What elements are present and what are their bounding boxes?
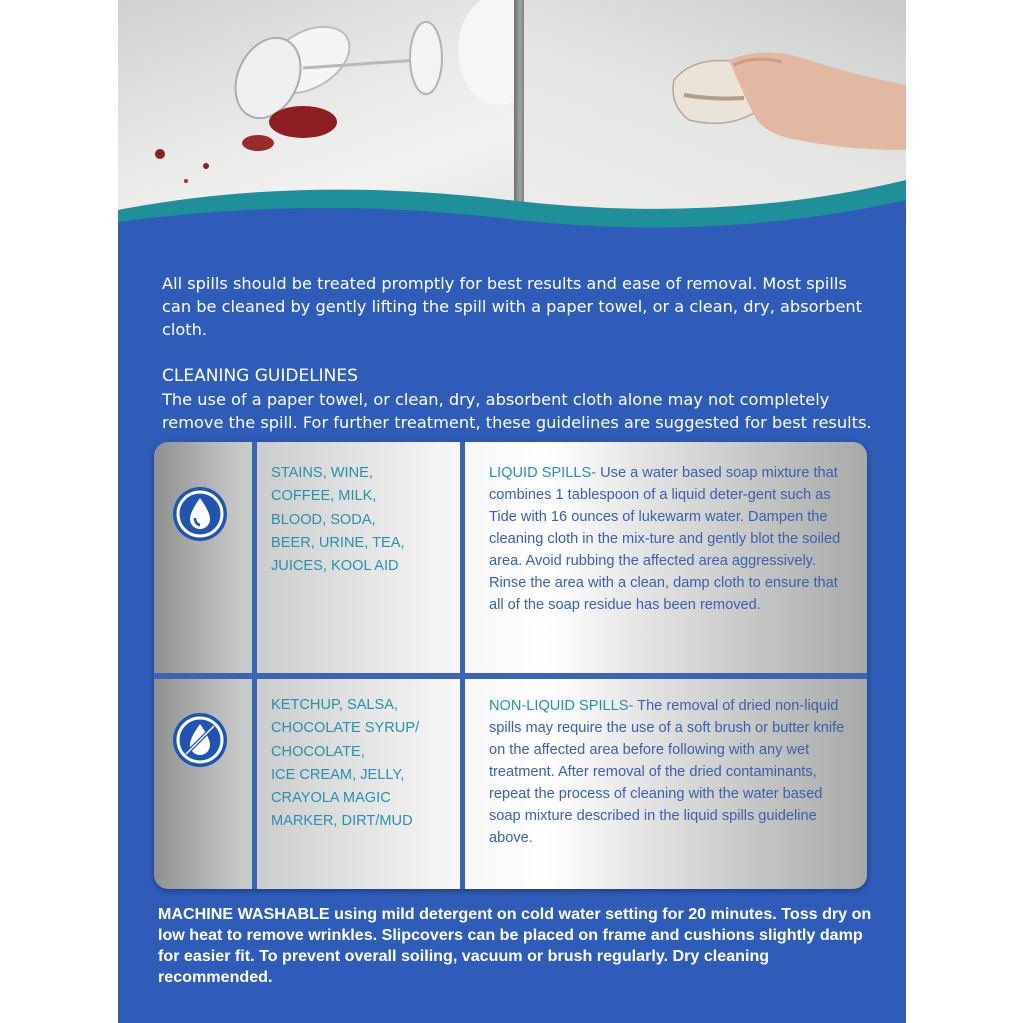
category-line: BEER, URINE, TEA,	[271, 534, 405, 551]
no-water-drop-icon	[172, 712, 228, 768]
water-drop-icon	[172, 486, 228, 542]
category-line: CHOCOLATE SYRUP/	[271, 720, 420, 737]
category-line: MARKER, DIRT/MUD	[271, 813, 413, 830]
liquid-spills-text: Use a water based soap mixture that combines 1 tablespoon of a liquid deter-gent such as Tide with 16 ounces of lukewarm water. Dampen the cleaning cloth in the mix-ture and gently blot the soiled area. Avoid rubbing the affected area aggressively. Rinse the area with a clean, damp cloth to ensure that all of the soap residue has been removed.	[489, 465, 841, 613]
intro-paragraph: All spills should be treated promptly for best results and ease of removal. Most spills can be cleaned by gently lifting the spill with a paper towel, or a clean, dry, absorbent cloth.	[162, 274, 863, 339]
liquid-spill-categories	[271, 462, 461, 578]
category-line: BLOOD, SODA,	[271, 511, 376, 528]
cleaning-guidelines-text: The use of a paper towel, or clean, dry, absorbent cloth alone may not completely remove the spill. For further treatment, these guidelines are suggested for best results.	[162, 390, 872, 432]
category-line: CRAYOLA MAGIC	[271, 790, 391, 807]
guidelines-table	[154, 442, 867, 889]
table-divider	[154, 673, 867, 679]
non-liquid-spills-heading: NON-LIQUID SPILLS-	[489, 698, 634, 714]
care-sheet	[118, 0, 906, 1023]
liquid-spills-heading: LIQUID SPILLS-	[489, 465, 597, 481]
category-line: JUICES, KOOL AID	[271, 558, 399, 575]
category-line: COFFEE, MILK,	[271, 488, 377, 505]
category-line: CHOCOLATE,	[271, 743, 365, 760]
category-line: STAINS, WINE,	[271, 465, 373, 481]
cleaning-guidelines-title: CLEANING GUIDELINES	[162, 366, 358, 386]
category-line: KETCHUP, SALSA,	[271, 697, 399, 713]
header-photos	[118, 0, 906, 245]
category-line: ICE CREAM, JELLY,	[271, 766, 405, 783]
machine-washable-note: MACHINE WASHABLE using mild detergent on cold water setting for 20 minutes. Toss dry on low heat to remove wrinkles. Slipcovers can be placed on frame and cushions slightly damp for easier fit. To prevent overall soiling, vacuum or brush regularly. Dry cleaning recommended.	[158, 905, 872, 986]
wave-divider	[118, 170, 906, 260]
table-divider	[252, 442, 257, 889]
non-liquid-spill-categories	[271, 694, 461, 834]
non-liquid-spills-instructions	[489, 695, 849, 849]
liquid-spills-instructions	[489, 462, 849, 616]
non-liquid-spills-text: The removal of dried non-liquid spills may require the use of a soft brush or butter knife on the affected area before following with any wet treatment. After removal of the dried contaminants, repeat the process of cleaning with the water based soap mixture described in the liquid spills guideline above.	[489, 698, 845, 846]
